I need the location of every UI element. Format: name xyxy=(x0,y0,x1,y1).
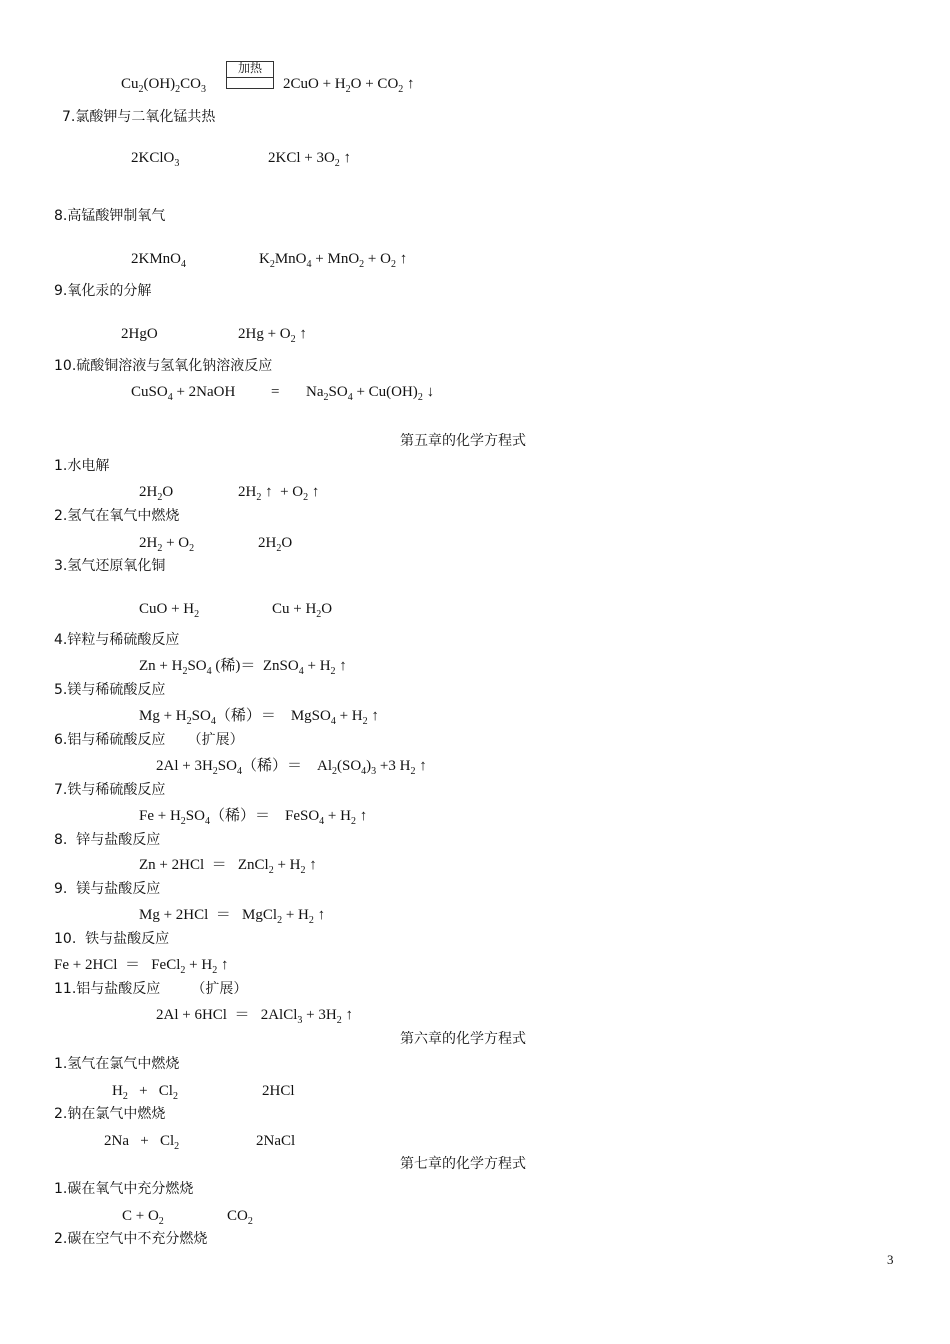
subscript: 2 xyxy=(175,84,181,95)
text-run: 第五章的化学方程式 xyxy=(400,433,526,449)
text-run: SO xyxy=(191,708,211,724)
formula-line xyxy=(259,250,407,268)
text-run: ↑ xyxy=(217,957,229,973)
section-title xyxy=(54,781,165,799)
subscript: 2 xyxy=(256,492,262,503)
text-run: 2H xyxy=(139,484,158,500)
text-run: 1.碳在氧气中充分燃烧 xyxy=(54,1181,194,1197)
section-title xyxy=(62,108,215,126)
text-run: 6.铝与稀硫酸反应 （扩展） xyxy=(54,732,244,748)
reaction-arrow-line xyxy=(227,77,273,78)
formula-line xyxy=(121,75,206,93)
text-run: = xyxy=(271,384,280,400)
text-run: (OH) xyxy=(143,76,176,92)
text-run: 2.氢气在氧气中燃烧 xyxy=(54,508,180,524)
text-run: 2NaCl xyxy=(256,1133,296,1149)
subscript: 2 xyxy=(122,1091,128,1102)
text-run: (SO xyxy=(337,758,362,774)
subscript: 2 xyxy=(180,965,186,976)
subscript: 2 xyxy=(359,259,365,270)
text-run: 2Hg + O xyxy=(238,326,291,342)
text-run: CuO + H xyxy=(139,601,195,617)
formula-line xyxy=(227,1207,253,1225)
text-run: Cu xyxy=(121,76,139,92)
text-run: Zn + H xyxy=(139,658,183,674)
subscript: 2 xyxy=(174,1141,180,1152)
subscript: 4 xyxy=(306,259,312,270)
text-run: + H xyxy=(335,708,363,724)
formula-line xyxy=(283,75,415,93)
subscript: 2 xyxy=(308,915,314,926)
subscript: 2 xyxy=(157,543,163,554)
text-run: 2KClO xyxy=(131,150,175,166)
subscript: 2 xyxy=(158,1216,164,1227)
formula-line xyxy=(156,757,427,775)
subscript: 2 xyxy=(247,1216,253,1227)
text-run: H xyxy=(112,1083,123,1099)
subscript: 4 xyxy=(361,766,367,777)
text-run: ↑ + O xyxy=(261,484,304,500)
section-title xyxy=(54,557,165,575)
formula-line xyxy=(238,325,307,343)
text-run: + 3H xyxy=(302,1007,337,1023)
subscript: 4 xyxy=(347,392,353,403)
text-run: SO xyxy=(328,384,348,400)
text-run: 8.高锰酸钾制氧气 xyxy=(54,208,166,224)
text-run: 第六章的化学方程式 xyxy=(400,1031,526,1047)
formula-line xyxy=(104,1132,179,1150)
subscript: 2 xyxy=(189,543,195,554)
text-run: 2HgO xyxy=(121,326,158,342)
subscript: 2 xyxy=(332,766,337,777)
subscript: 2 xyxy=(417,392,423,403)
text-run: ↓ xyxy=(422,384,435,400)
text-run: Mg + H xyxy=(139,708,187,724)
text-run: （稀）＝ Al xyxy=(241,758,332,774)
text-run: 5.镁与稀硫酸反应 xyxy=(54,682,166,698)
formula-line xyxy=(271,383,279,401)
subscript: 3 xyxy=(174,158,180,169)
text-run: O xyxy=(321,601,333,617)
subscript: 3 xyxy=(201,84,207,95)
formula-line xyxy=(54,956,228,974)
formula-line xyxy=(139,657,347,675)
text-run: 2Al + 6HCl ＝ 2AlCl xyxy=(156,1007,298,1023)
formula-line xyxy=(238,483,319,501)
text-run: 8. 锌与盐酸反应 xyxy=(54,832,161,848)
subscript: 2 xyxy=(316,609,322,620)
formula-line xyxy=(262,1082,295,1100)
subscript: 2 xyxy=(212,965,218,976)
text-run: Mg + 2HCl ＝ MgCl xyxy=(139,907,278,923)
text-run: ) xyxy=(366,758,372,774)
subscript: 2 xyxy=(269,259,275,270)
text-run: ↑ xyxy=(367,708,379,724)
section-title xyxy=(54,681,165,699)
text-run: 2H xyxy=(258,535,277,551)
subscript: 2 xyxy=(303,492,309,503)
subscript: 4 xyxy=(204,816,210,827)
text-run: ↑ xyxy=(295,326,307,342)
section-title xyxy=(54,1180,193,1198)
text-run: 2HCl xyxy=(262,1083,295,1099)
text-run: 2Al + 3H xyxy=(156,758,213,774)
text-run: (稀)＝ ZnSO xyxy=(211,658,299,674)
text-run: ↑ xyxy=(415,758,427,774)
section-title xyxy=(54,282,151,300)
text-run: ↑ xyxy=(395,251,408,267)
text-run: + Cu(OH) xyxy=(352,384,418,400)
text-run: 2.碳在空气中不充分燃烧 xyxy=(54,1231,208,1247)
section-title xyxy=(54,880,160,898)
text-run: 2KMnO xyxy=(131,251,182,267)
text-run: + H xyxy=(185,957,213,973)
text-run: Fe + H xyxy=(139,808,181,824)
formula-line xyxy=(139,807,367,825)
text-run: 9.氧化汞的分解 xyxy=(54,283,152,299)
text-run: CO xyxy=(180,76,202,92)
subscript: 2 xyxy=(172,1091,178,1102)
section-title xyxy=(54,631,179,649)
subscript: 2 xyxy=(276,543,282,554)
subscript: 2 xyxy=(194,609,200,620)
text-run: ↑ xyxy=(313,907,326,923)
section-title xyxy=(54,507,179,525)
subscript: 4 xyxy=(181,259,187,270)
subscript: 2 xyxy=(350,816,356,827)
text-run: C + O xyxy=(122,1208,159,1224)
formula-line xyxy=(139,707,379,725)
subscript: 2 xyxy=(138,84,144,95)
chapter-heading xyxy=(400,1155,526,1173)
text-run: + H xyxy=(273,857,301,873)
subscript: 2 xyxy=(323,392,329,403)
text-run: Na xyxy=(306,384,324,400)
text-run: 2CuO + H xyxy=(283,76,346,92)
section-title xyxy=(54,207,165,225)
text-run: + H xyxy=(282,907,309,923)
text-run: SO xyxy=(185,808,205,824)
reaction-condition-box xyxy=(226,61,274,89)
text-run: 2H xyxy=(238,484,257,500)
text-run: + O xyxy=(364,251,391,267)
page-number: 3 xyxy=(887,1252,894,1267)
subscript: 2 xyxy=(182,666,188,677)
subscript: 3 xyxy=(371,766,377,777)
text-run: 9. 镁与盐酸反应 xyxy=(54,881,161,897)
text-run: （稀）＝ MgSO xyxy=(215,708,331,724)
text-run: O xyxy=(281,535,293,551)
text-run: ↑ xyxy=(308,484,320,500)
text-run: Cu + H xyxy=(272,601,317,617)
formula-line xyxy=(121,325,158,343)
subscript: 2 xyxy=(410,766,416,777)
text-run: Fe + 2HCl ＝ FeCl xyxy=(54,957,181,973)
subscript: 2 xyxy=(157,492,163,503)
text-run: ↑ xyxy=(335,658,347,674)
chapter-heading xyxy=(400,432,526,450)
reaction-condition-label: 加热 xyxy=(237,61,262,75)
formula-line xyxy=(256,1132,295,1150)
text-run: 7.氯酸钾与二氧化锰共热 xyxy=(62,109,216,125)
subscript: 2 xyxy=(290,334,296,345)
formula-line xyxy=(139,483,173,501)
subscript: 2 xyxy=(334,158,340,169)
text-run: + H xyxy=(324,808,351,824)
section-title xyxy=(54,357,272,375)
subscript: 4 xyxy=(206,666,212,677)
formula-line xyxy=(131,250,186,268)
formula-line xyxy=(139,534,194,552)
text-run: ↑ xyxy=(341,1007,353,1023)
text-run: 2Na + Cl xyxy=(104,1133,175,1149)
formula-line xyxy=(272,600,332,618)
subscript: 2 xyxy=(180,816,186,827)
text-run: ↑ xyxy=(403,76,415,92)
subscript: 2 xyxy=(390,259,396,270)
subscript: 4 xyxy=(236,766,242,777)
formula-line xyxy=(131,149,179,167)
text-run: 10.硫酸铜溶液与氢氧化钠溶液反应 xyxy=(54,358,273,374)
formula-line xyxy=(122,1207,164,1225)
formula-line xyxy=(139,906,325,924)
text-run: 2.钠在氯气中燃烧 xyxy=(54,1106,166,1122)
text-run: 7.铁与稀硫酸反应 xyxy=(54,782,166,798)
subscript: 2 xyxy=(362,716,368,727)
subscript: 3 xyxy=(297,1015,303,1026)
text-run: 第七章的化学方程式 xyxy=(400,1156,526,1172)
subscript: 2 xyxy=(212,766,218,777)
subscript: 2 xyxy=(336,1015,342,1026)
subscript: 4 xyxy=(167,392,173,403)
text-run: 2H xyxy=(139,535,158,551)
formula-line xyxy=(112,1082,178,1100)
text-run: 11.铝与盐酸反应 （扩展） xyxy=(54,981,248,997)
formula-line xyxy=(139,600,199,618)
text-run: + O xyxy=(162,535,190,551)
text-run: SO xyxy=(187,658,207,674)
text-run: + H xyxy=(303,658,331,674)
text-run: 1.氢气在氯气中燃烧 xyxy=(54,1056,180,1072)
subscript: 2 xyxy=(277,915,283,926)
section-title xyxy=(54,731,244,749)
section-title xyxy=(54,457,109,475)
text-run: SO xyxy=(217,758,237,774)
text-run: 10. 铁与盐酸反应 xyxy=(54,931,170,947)
subscript: 4 xyxy=(319,816,325,827)
subscript: 2 xyxy=(330,666,336,677)
subscript: 2 xyxy=(345,84,351,95)
text-run: CuSO xyxy=(131,384,168,400)
section-title xyxy=(54,1230,207,1248)
formula-line xyxy=(268,149,351,167)
text-run: O xyxy=(162,484,174,500)
subscript: 4 xyxy=(330,716,336,727)
section-title xyxy=(54,930,169,948)
text-run: （稀）＝ FeSO xyxy=(209,808,320,824)
subscript: 4 xyxy=(298,666,304,677)
text-run: ↑ xyxy=(355,808,368,824)
text-run: + MnO xyxy=(311,251,360,267)
text-run: ↑ xyxy=(339,150,352,166)
subscript: 2 xyxy=(268,865,274,876)
subscript: 2 xyxy=(398,84,404,95)
formula-line xyxy=(258,534,292,552)
text-run: 2KCl + 3O xyxy=(268,150,335,166)
subscript: 2 xyxy=(300,865,306,876)
text-run: + 2NaOH xyxy=(172,384,236,400)
text-run: + Cl xyxy=(127,1083,173,1099)
text-run: 3.氢气还原氧化铜 xyxy=(54,558,166,574)
formula-line xyxy=(131,383,235,401)
subscript: 4 xyxy=(210,716,216,727)
section-title xyxy=(54,1055,179,1073)
formula-line xyxy=(139,856,317,874)
formula-line xyxy=(306,383,434,401)
text-run: ↑ xyxy=(305,857,317,873)
text-run: Zn + 2HCl ＝ ZnCl xyxy=(139,857,269,873)
text-run: MnO xyxy=(274,251,307,267)
subscript: 2 xyxy=(186,716,192,727)
text-run: O + CO xyxy=(350,76,399,92)
section-title xyxy=(54,980,247,998)
text-run: CO xyxy=(227,1208,248,1224)
text-run: 4.锌粒与稀硫酸反应 xyxy=(54,632,180,648)
text-run: K xyxy=(259,251,270,267)
text-run: +3 H xyxy=(376,758,411,774)
section-title xyxy=(54,1105,165,1123)
formula-line xyxy=(156,1006,353,1024)
text-run: 1.水电解 xyxy=(54,458,110,474)
section-title xyxy=(54,831,160,849)
chapter-heading xyxy=(400,1030,526,1048)
